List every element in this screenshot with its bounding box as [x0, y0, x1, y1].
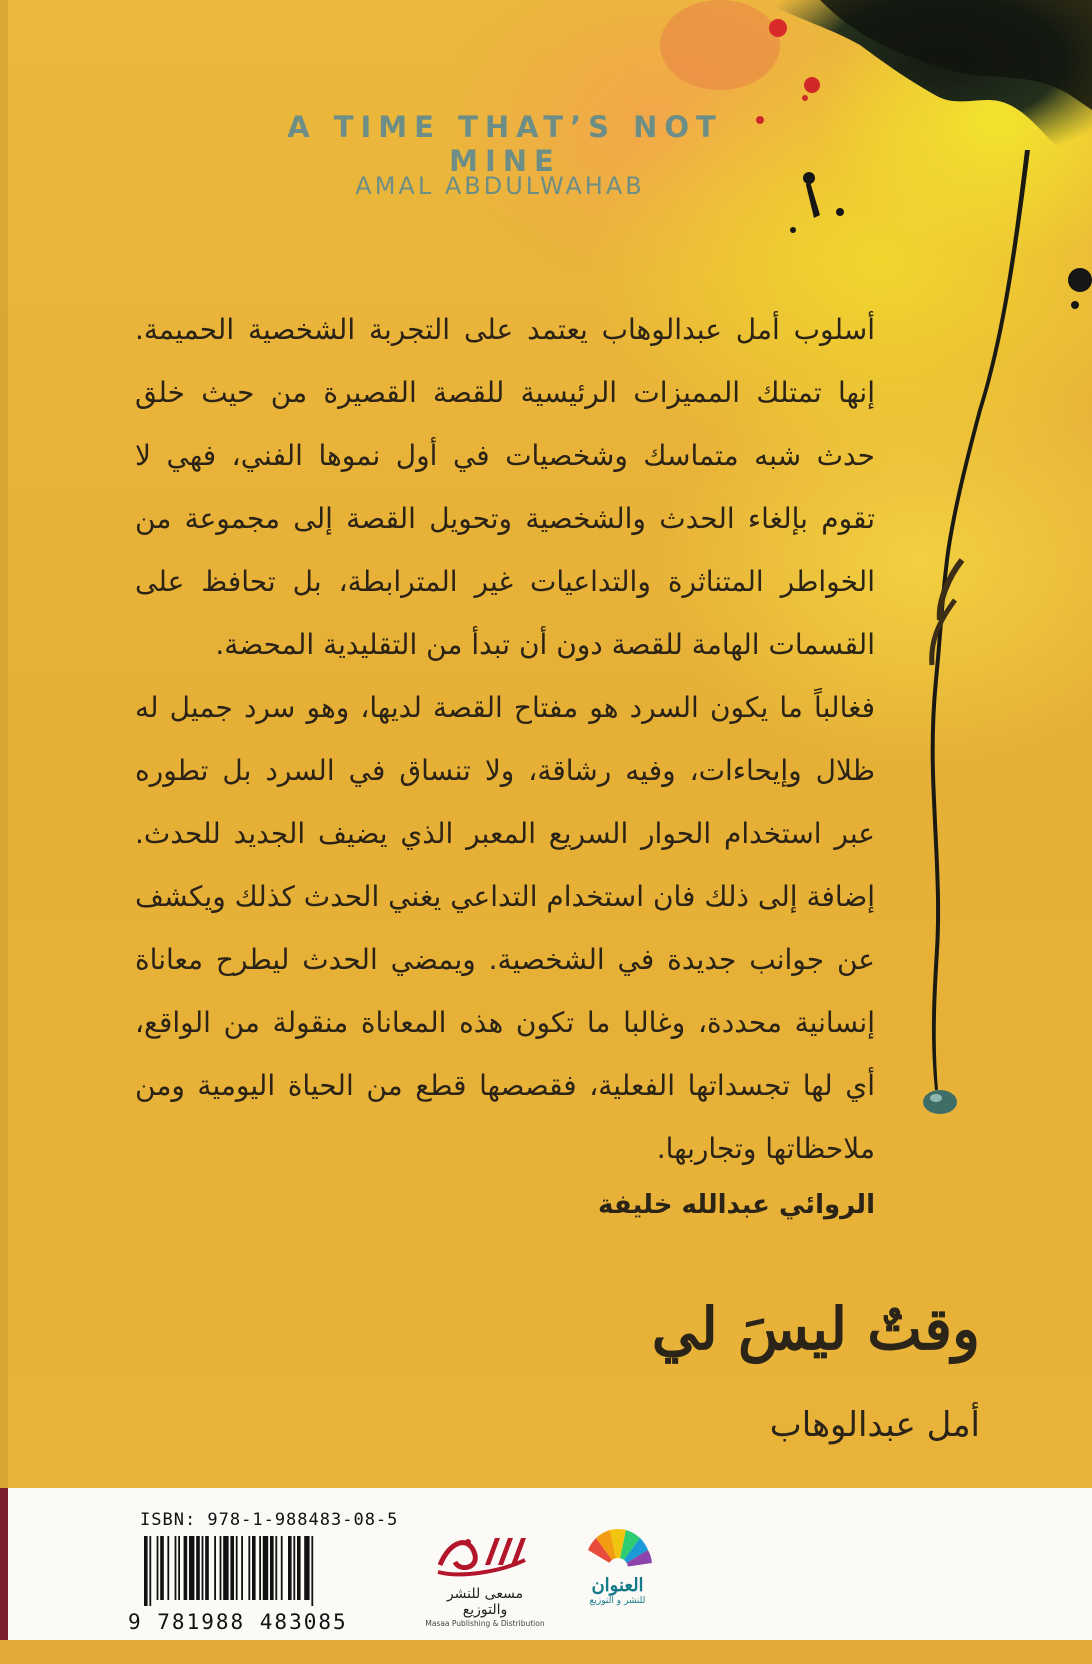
- barcode-bar: [149, 1536, 151, 1606]
- barcode-bar: [288, 1536, 292, 1600]
- barcode-bar: [270, 1536, 274, 1600]
- barcode-bar: [223, 1536, 228, 1600]
- blurb: [135, 298, 875, 1180]
- barcode-bar: [230, 1536, 234, 1600]
- barcode-digits: 9 781988 483085: [128, 1610, 348, 1634]
- barcode-bar: [236, 1536, 238, 1600]
- barcode-bar: [281, 1536, 283, 1600]
- barcode-bar: [304, 1536, 309, 1600]
- barcode-bar: [178, 1536, 180, 1600]
- barcode-bar: [184, 1536, 188, 1600]
- barcode-bar: [160, 1536, 164, 1600]
- barcode-bar: [248, 1536, 250, 1600]
- barcode-bar: [202, 1536, 204, 1600]
- barcode-bar: [241, 1536, 243, 1600]
- barcode-bar: [275, 1536, 277, 1600]
- blurb-signature: الروائي عبدالله خليفة: [598, 1190, 875, 1220]
- unwan-subtitle: للنشر و التوزيع: [589, 1596, 646, 1606]
- blurb-paragraph-1: أسلوب أمل عبدالوهاب يعتمد على التجربة الشخصية الحميمة. إنها تمتلك المميزات الرئيسية للقصة القصيرة من حيث خلق حدث شبه متماسك وشخصيات في أول نموها الفني، فهي لا تقوم بإلغاء الحدث والشخصية وتحويل القصة إلى مجموعة من الخواطر المتناثرة والتداعيات غير المترابطة، بل تحافظ على القسمات الهامة للقصة دون أن تبدأ من التقليدية المحضة.: [135, 313, 875, 661]
- barcode-bar: [196, 1536, 200, 1600]
- barcode-bar: [144, 1536, 148, 1606]
- barcode-bar: [293, 1536, 295, 1600]
- english-title: A TIME THAT’S NOT MINE: [287, 110, 723, 178]
- barcode-bar: [220, 1536, 222, 1600]
- arabic-title: وقتٌ ليسَ لي: [651, 1295, 980, 1363]
- unwan-name-ar: العنوان: [591, 1575, 644, 1596]
- masaa-name-en: Masaa Publishing & Distribution: [425, 1619, 545, 1628]
- masaa-name-ar: مسعى للنشر والتوزيع: [446, 1586, 524, 1618]
- barcode-bar: [263, 1536, 268, 1600]
- barcode-bar: [167, 1536, 169, 1600]
- barcode-bar: [175, 1536, 177, 1600]
- masaa-logo-icon: [430, 1520, 540, 1580]
- arabic-author: أمل عبدالوهاب: [769, 1405, 980, 1445]
- barcode-bar: [214, 1536, 216, 1600]
- barcode-bar: [205, 1536, 209, 1600]
- blurb-paragraph-2: فغالباً ما يكون السرد هو مفتاح القصة لديها، وهو سرد جميل له ظلال وإيحاءات، وفيه رشاقة، ولا تنساق في السرد بل تطوره عبر استخدام الحوار السريع المعبر الذي يضيف الجديد للحدث. إضافة إلى ذلك فان استخدام التداعي يغني الحدث كذلك ويكشف عن جوانب جديدة في الشخصية. ويمضي الحدث ليطرح معاناة إنسانية محددة، وغالبا ما تكون هذه المعاناة منقولة من الواقع، أي لها تجسداتها الفعلية، فقصصها قطع من الحياة اليومية ومن ملاحظاتها وتجاربها.: [135, 691, 875, 1165]
- barcode-bar: [189, 1536, 194, 1600]
- spine-strip: [0, 1488, 8, 1664]
- english-author: AMAL ABDULWAHAB: [355, 172, 645, 200]
- barcode-bar: [259, 1536, 261, 1600]
- barcode-bar: [252, 1536, 256, 1600]
- barcode: [140, 1536, 390, 1606]
- isbn-label: ISBN: 978-1-988483-08-5: [140, 1510, 399, 1530]
- barcode-bar: [311, 1536, 313, 1606]
- barcode-bar: [157, 1536, 159, 1600]
- barcode-bar: [297, 1536, 301, 1600]
- unwan-logo: [570, 1520, 665, 1620]
- bottom-strip: [0, 1640, 1092, 1664]
- unwan-logo-icon: [583, 1520, 653, 1572]
- masaa-logo: [425, 1520, 545, 1628]
